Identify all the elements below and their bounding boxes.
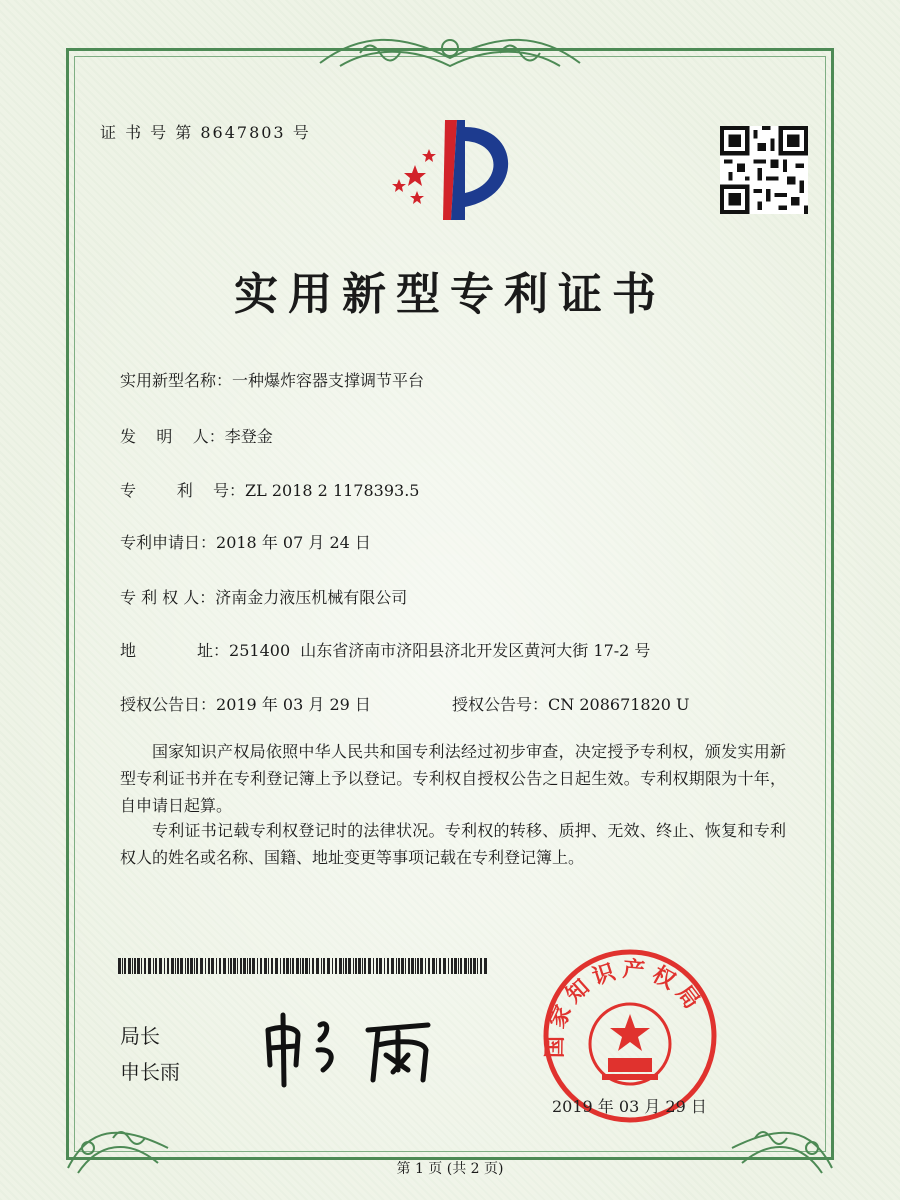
barcode-bar (448, 958, 449, 974)
field-value: 一种爆炸容器支撑调节平台 (232, 371, 425, 390)
barcode-bar (153, 958, 154, 974)
barcode-bar (286, 958, 289, 974)
barcode-bar (283, 958, 285, 974)
field-label: 专利申请日： (120, 533, 217, 552)
patent-office-logo-icon (385, 115, 525, 225)
barcode-bar (159, 958, 162, 974)
barcode-bar (268, 958, 269, 974)
barcode-bar (155, 958, 157, 974)
barcode-bar (484, 958, 487, 974)
field-value: CN 208671820 U (548, 695, 690, 714)
barcode-bar (411, 958, 414, 974)
barcode-bar (477, 958, 478, 974)
barcode-bar (247, 958, 248, 974)
barcode-bar (396, 958, 397, 974)
barcode-bar (460, 958, 462, 974)
barcode-bar (348, 958, 351, 974)
barcode-bar (141, 958, 142, 974)
barcode-bar (343, 958, 344, 974)
barcode-bar (211, 958, 214, 974)
barcode-bar (249, 958, 251, 974)
field-value: 251400 山东省济南市济阳县济北开发区黄河大街 17-2 号 (229, 641, 651, 660)
barcode-bar (376, 958, 378, 974)
barcode-bar (401, 958, 404, 974)
legal-status-paragraph: 专利证书记载专利权登记时的法律状况。专利权的转移、质押、无效、终止、恢复和专利权人的姓名或名称、国籍、地址变更等事项记载在专利登记簿上。 (120, 821, 786, 867)
barcode-bar (305, 958, 308, 974)
field-value: 2018 年 07 月 24 日 (216, 533, 371, 552)
barcode-bar (280, 958, 281, 974)
barcode-bar (137, 958, 140, 974)
barcode-bar (335, 958, 337, 974)
barcode-bar (398, 958, 400, 974)
field-patent-number (120, 478, 419, 501)
barcode-bar (432, 958, 435, 974)
barcode-bar (345, 958, 347, 974)
grant-statement-paragraph: 国家知识产权局依照中华人民共和国专利法经过初步审查，决定授予专利权，颁发实用新型专利证书并在专利登记簿上予以登记。专利权自授权公告之日起生效。专利权期限为十年，自申请日起算。 (120, 742, 786, 815)
barcode-bar (302, 958, 304, 974)
barcode-bar (353, 958, 354, 974)
qr-code-icon (720, 126, 808, 214)
barcode-bar (185, 958, 186, 974)
field-label: 地 址： (120, 641, 230, 660)
barcode-bar (480, 958, 482, 974)
barcode-bar (190, 958, 193, 974)
barcode-bar (187, 958, 189, 974)
field-label: 实用新型名称： (120, 371, 233, 390)
field-value: 2019 年 03 月 29 日 (216, 695, 371, 714)
barcode-bar (275, 958, 278, 974)
barcode-bar (296, 958, 299, 974)
barcode-bar (180, 958, 183, 974)
barcode-bar (292, 958, 294, 974)
director-signature-icon (258, 1010, 458, 1090)
barcode-bar (420, 958, 423, 974)
barcode-bar (408, 958, 410, 974)
barcode-bar (309, 958, 310, 974)
barcode-bar (208, 958, 210, 974)
barcode-bar (124, 958, 126, 974)
barcode-bar (391, 958, 394, 974)
barcode-bar (271, 958, 273, 974)
top-ornament-icon (300, 28, 600, 78)
page-number: 第 1 页 (共 2 页) (396, 1161, 504, 1177)
barcode-bar (243, 958, 246, 974)
barcode-bar (252, 958, 255, 974)
barcode-bar (122, 958, 123, 974)
field-grant-date (120, 692, 371, 715)
field-grant-number (452, 692, 690, 715)
field-label: 专 利 号： (120, 481, 246, 500)
director-title: 局长 (120, 1024, 160, 1048)
barcode-bar (264, 958, 267, 974)
barcode-bar (134, 958, 136, 974)
barcode-bar (132, 958, 133, 974)
barcode-bar (415, 958, 416, 974)
barcode-bar (417, 958, 419, 974)
barcode-bar (128, 958, 131, 974)
barcode-bar (312, 958, 314, 974)
field-label: 发 明 人： (120, 427, 225, 446)
barcode-bar (358, 958, 361, 974)
barcode-bar (425, 958, 426, 974)
field-label: 授权公告日： (120, 695, 217, 714)
barcode-bar (464, 958, 467, 974)
barcode-bar (240, 958, 242, 974)
barcode-bar (387, 958, 389, 974)
barcode-bar (257, 958, 258, 974)
barcode-bar (233, 958, 236, 974)
barcode-bar (454, 958, 457, 974)
barcode-bar (230, 958, 232, 974)
barcode-bar (148, 958, 151, 974)
barcode-bar (223, 958, 226, 974)
barcode-bar (290, 958, 291, 974)
director-name: 申长雨 (120, 1060, 180, 1084)
barcode-bar (205, 958, 206, 974)
field-value: ZL 2018 2 1178393.5 (245, 481, 420, 500)
barcode-bar (470, 958, 472, 974)
barcode-bar (237, 958, 238, 974)
barcode-bar (364, 958, 366, 974)
field-label: 专 利 权 人： (120, 588, 216, 607)
barcode-bar (260, 958, 262, 974)
barcode-bar (219, 958, 221, 974)
barcode-bar (436, 958, 437, 974)
seal-text: 国家知识产权局 (542, 957, 708, 1059)
barcode-bar (144, 958, 146, 974)
field-address (120, 638, 650, 661)
barcode-bar (196, 958, 198, 974)
field-patentee (120, 585, 407, 608)
barcode-bar (321, 958, 322, 974)
barcode-bar (443, 958, 446, 974)
barcode-bar (216, 958, 217, 974)
barcode-bar (200, 958, 203, 974)
barcode-bar (175, 958, 176, 974)
barcode-bar (451, 958, 453, 974)
barcode-bar (384, 958, 385, 974)
seal-date: 2019 年 03 月 29 日 (552, 1097, 707, 1116)
field-utility-model-name (120, 368, 424, 391)
barcode-icon (118, 958, 488, 974)
barcode-bar (428, 958, 430, 974)
field-label: 授权公告号： (452, 695, 549, 714)
barcode-bar (339, 958, 342, 974)
barcode-bar (362, 958, 363, 974)
barcode-bar (164, 958, 165, 974)
barcode-bar (171, 958, 174, 974)
barcode-bar (194, 958, 195, 974)
barcode-bar (405, 958, 406, 974)
barcode-bar (118, 958, 121, 974)
barcode-bar (473, 958, 476, 974)
field-value: 济南金力液压机械有限公司 (215, 588, 408, 607)
barcode-bar (228, 958, 229, 974)
barcode-bar (332, 958, 333, 974)
barcode-bar (373, 958, 374, 974)
barcode-bar (439, 958, 441, 974)
barcode-bar (177, 958, 179, 974)
field-value: 李登金 (224, 427, 273, 446)
barcode-bar (379, 958, 382, 974)
barcode-bar (167, 958, 169, 974)
certificate-number: 证 书 号 第 8647803 号 (100, 123, 311, 142)
certificate-title: 实用新型专利证书 (234, 269, 666, 320)
barcode-bar (300, 958, 301, 974)
barcode-bar (468, 958, 469, 974)
barcode-bar (458, 958, 459, 974)
field-application-date (120, 530, 371, 553)
barcode-bar (355, 958, 357, 974)
barcode-bar (316, 958, 319, 974)
barcode-bar (323, 958, 325, 974)
barcode-bar (327, 958, 330, 974)
barcode-bar (368, 958, 371, 974)
field-inventor (120, 424, 273, 447)
